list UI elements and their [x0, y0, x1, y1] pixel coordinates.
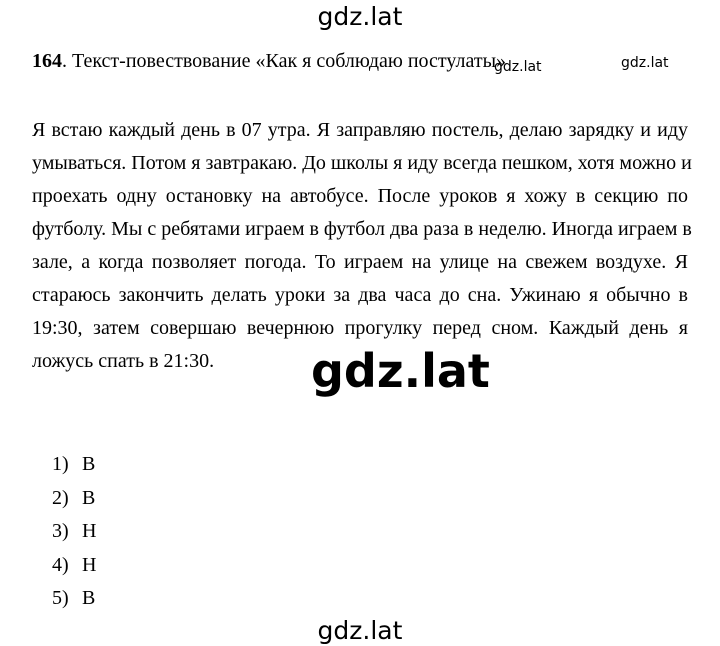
answer-item — [52, 582, 96, 616]
paragraph-line: 19:30, затем совершаю вечернюю прогулку перед сном. Каждый день я — [32, 317, 688, 339]
answer-value: В — [82, 486, 96, 509]
task-number: 164 — [32, 50, 62, 72]
answer-number: 1) — [52, 453, 69, 475]
paragraph-line: ложусь спать в 21:30. — [32, 350, 215, 372]
paragraph-line: футболу. Мы с ребятами играем в футбол два раза в неделю. Иногда играем в — [32, 218, 692, 240]
answer-item — [52, 515, 96, 549]
answer-item — [52, 448, 96, 482]
answer-value: Н — [82, 553, 97, 576]
answer-item — [52, 549, 96, 583]
task-heading — [32, 48, 506, 74]
answer-number: 4) — [52, 553, 69, 576]
answer-value: Н — [82, 520, 97, 542]
answer-number: 5) — [52, 587, 69, 609]
answer-number: 3) — [52, 520, 69, 542]
watermark-small-1: gdz.lat — [494, 59, 542, 75]
story-paragraph — [32, 114, 692, 378]
watermark-bottom: gdz.lat — [317, 616, 403, 645]
answer-value: В — [82, 587, 96, 609]
watermark-small-2: gdz.lat — [621, 55, 669, 71]
answer-item — [52, 482, 96, 516]
answer-number: 2) — [52, 486, 69, 509]
paragraph-line: проехать одну остановку на автобусе. После уроков я хожу в секцию по — [32, 185, 688, 207]
paragraph-line: зале, а когда позволяет погода. То играем на улице на свежем воздухе. Я — [32, 251, 688, 273]
paragraph-line: умываться. Потом я завтракаю. До школы я иду всегда пешком, хотя можно и — [32, 152, 692, 174]
paragraph-line: стараюсь закончить делать уроки за два часа до сна. Ужинаю я обычно в — [32, 284, 688, 306]
watermark-big: gdz.lat — [311, 344, 490, 398]
watermark-top: gdz.lat — [317, 2, 403, 31]
task-title: . Текст-повествование «Как я соблюдаю постулаты» — [62, 50, 507, 72]
paragraph-line: Я встаю каждый день в 07 утра. Я заправляю постель, делаю зарядку и иду — [32, 119, 688, 141]
answers-list — [52, 448, 96, 616]
answer-value: В — [82, 453, 96, 475]
